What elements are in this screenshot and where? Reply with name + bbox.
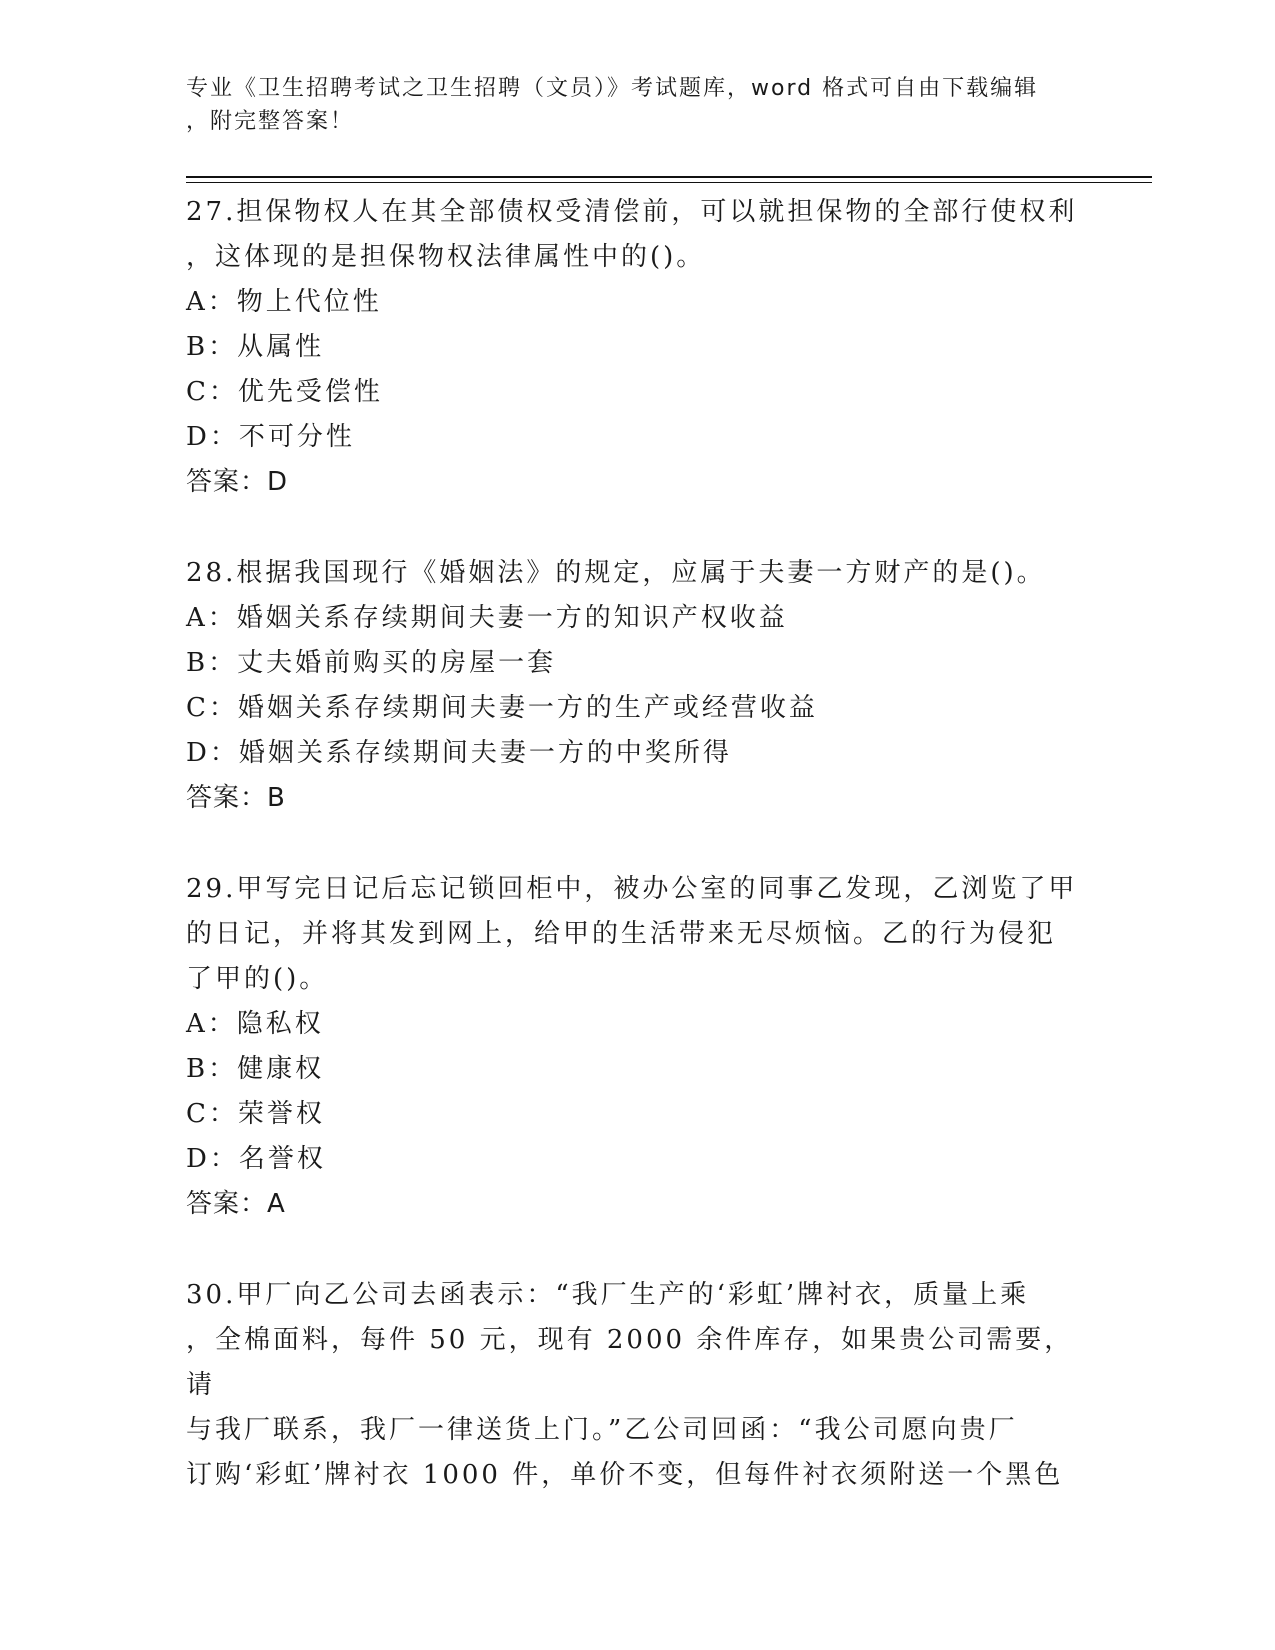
option-text: 名誉权	[238, 1144, 326, 1174]
option-key: B：	[186, 1054, 238, 1084]
option-text: 隐私权	[236, 1009, 324, 1039]
header-line-2: ，附完整答案！	[186, 109, 355, 134]
option-text: 婚姻关系存续期间夫妻一方的生产或经营收益	[237, 693, 818, 723]
option-b	[186, 325, 1086, 370]
option-text: 优先受偿性	[237, 377, 383, 407]
header-divider-thick	[186, 176, 1152, 178]
question-gap	[186, 1227, 1086, 1273]
question-gap	[186, 505, 1086, 551]
option-key: D：	[186, 1144, 239, 1174]
option-a	[186, 596, 1086, 641]
question-stem: 30.甲厂向乙公司去函表示：“我厂生产的‘彩虹’牌衬衣，质量上乘 ，全棉面料，每件 50 元，现有 2000 余件库存，如果贵公司需要，请 与我厂联系，我厂一律送货上门。”乙公司回函：“我公司愿向贵厂 订购‘彩虹’牌衬衣 1000 件，单价不变，但每件衬衣须附送一个黑色	[186, 1280, 1074, 1490]
option-text: 婚姻关系存续期间夫妻一方的知识产权收益	[236, 603, 788, 633]
option-d	[186, 731, 1086, 776]
option-key: D：	[186, 422, 239, 452]
option-d	[186, 1137, 1086, 1182]
question-27	[186, 190, 1086, 505]
option-c	[186, 686, 1086, 731]
question-stem: 28.根据我国现行《婚姻法》的规定，应属于夫妻一方财产的是()。	[186, 558, 1046, 588]
option-text: 荣誉权	[237, 1099, 325, 1129]
question-28	[186, 551, 1086, 821]
option-c	[186, 370, 1086, 415]
option-text: 从属性	[237, 332, 325, 362]
option-c	[186, 1092, 1086, 1137]
question-stem: 27.担保物权人在其全部债权受清偿前，可以就担保物的全部行使权利 ，这体现的是担保物权法律属性中的()。	[186, 197, 1078, 272]
option-key: C：	[186, 377, 238, 407]
option-text: 物上代位性	[236, 287, 382, 317]
option-text: 婚姻关系存续期间夫妻一方的中奖所得	[238, 738, 732, 768]
question-list	[186, 190, 1086, 1498]
question-gap	[186, 821, 1086, 867]
option-key: A：	[186, 287, 237, 317]
question-stem: 29.甲写完日记后忘记锁回柜中，被办公室的同事乙发现，乙浏览了甲 的日记，并将其发到网上，给甲的生活带来无尽烦恼。乙的行为侵犯 了甲的()。	[186, 874, 1078, 994]
answer-line: 答案：B	[186, 783, 286, 813]
option-key: D：	[186, 738, 239, 768]
header-line-1: 专业《卫生招聘考试之卫生招聘（文员）》考试题库，word 格式可自由下载编辑	[186, 76, 1039, 101]
question-30	[186, 1273, 1086, 1498]
answer-line: 答案：A	[186, 1189, 286, 1219]
option-a	[186, 1002, 1086, 1047]
option-d	[186, 415, 1086, 460]
answer-line: 答案：D	[186, 467, 289, 497]
option-key: B：	[186, 332, 238, 362]
option-key: C：	[186, 693, 238, 723]
option-key: A：	[186, 1009, 237, 1039]
option-b	[186, 641, 1086, 686]
header-divider-thin	[186, 182, 1152, 183]
option-b	[186, 1047, 1086, 1092]
option-text: 丈夫婚前购买的房屋一套	[237, 648, 557, 678]
option-a	[186, 280, 1086, 325]
question-29	[186, 867, 1086, 1227]
option-text: 不可分性	[238, 422, 355, 452]
option-key: B：	[186, 648, 238, 678]
option-key: C：	[186, 1099, 238, 1129]
document-header	[186, 72, 1066, 138]
option-text: 健康权	[237, 1054, 325, 1084]
option-key: A：	[186, 603, 237, 633]
